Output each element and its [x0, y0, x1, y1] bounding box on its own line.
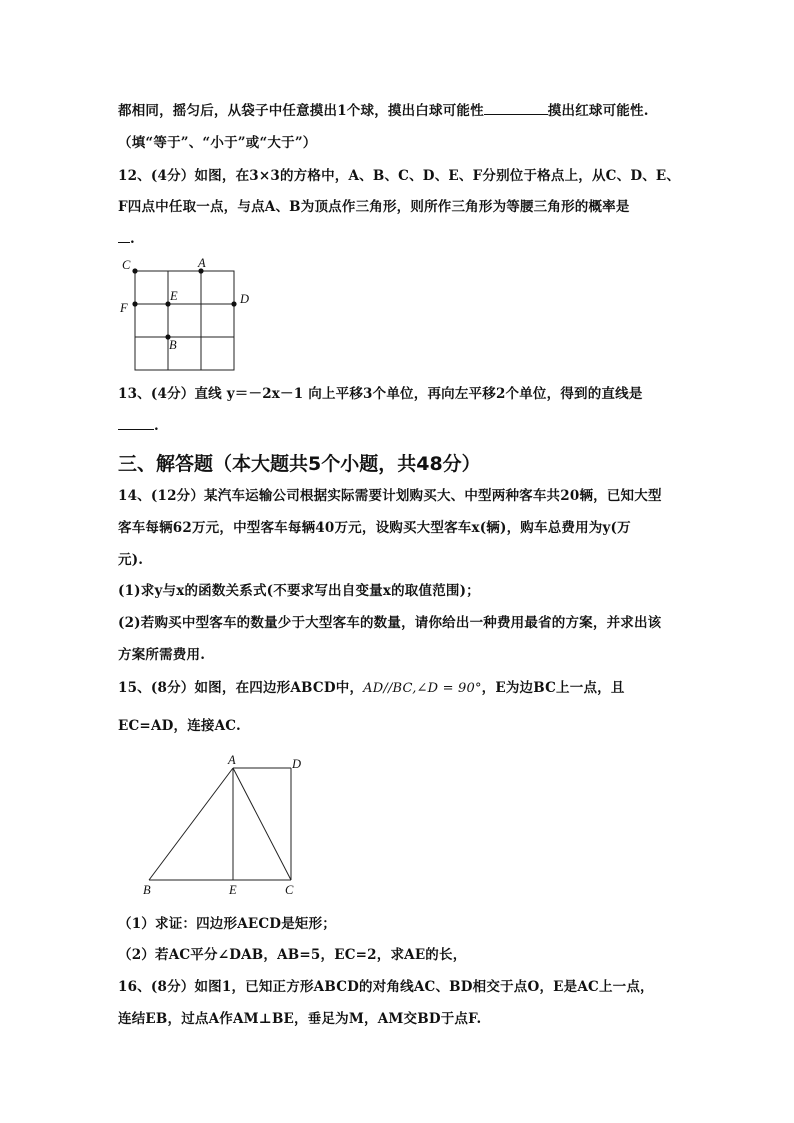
- q15-text-b: ，E为边BC上一点，且: [481, 680, 625, 696]
- label-f: F: [120, 301, 128, 315]
- label-a: A: [228, 753, 236, 767]
- q11-answer-blank: [484, 100, 548, 115]
- label-b: B: [169, 338, 177, 352]
- q12-line-1: 12、(4分）如图，在3×3的方格中，A、B、C、D、E、F分别位于格点上，从C、D、E、: [118, 168, 681, 184]
- point-d: [231, 301, 236, 306]
- label-c: C: [285, 883, 294, 897]
- label-e: E: [170, 289, 178, 303]
- point-f: [132, 301, 137, 306]
- q15-part-1: （1）求证：四边形AECD是矩形；: [118, 916, 337, 932]
- q14-part-2-a: (2)若购买中型客车的数量少于大型客车的数量，请你给出一种费用最省的方案，并求出该: [118, 615, 662, 631]
- q13-line-1: 13、(4分）直线 y＝－2x－1 向上平移3个单位，再向左平移2个单位，得到的直线是: [118, 386, 643, 402]
- quadrilateral-figure: [135, 752, 320, 902]
- label-d: D: [240, 292, 250, 306]
- q11-text-b: 摸出红球可能性.: [547, 103, 649, 119]
- label-e: E: [229, 883, 237, 897]
- grid-figure: [112, 255, 262, 380]
- q11-text-a: 都相同，摇匀后，从袋子中任意摸出1个球，摸出白球可能性: [118, 103, 484, 119]
- label-c: C: [122, 258, 131, 272]
- q12-period: .: [130, 231, 135, 247]
- q13-period: .: [154, 418, 159, 434]
- label-b: B: [143, 883, 151, 897]
- q11-line-1: [118, 100, 649, 121]
- q13-line-2: [118, 415, 159, 436]
- label-d: D: [292, 757, 302, 771]
- point-c: [132, 268, 137, 273]
- q15-math: AD//BC,∠D = 90°: [363, 681, 482, 696]
- q15-part-2: （2）若AC平分∠DAB，AB=5，EC=2，求AE的长，: [118, 947, 467, 963]
- q14-line-1: 14、(12分）某汽车运输公司根据实际需要计划购买大、中型两种客车共20辆，已知大型: [118, 488, 662, 504]
- q15-line-1: [118, 678, 625, 699]
- q16-line-1: 16、(8分）如图1，已知正方形ABCD的对角线AC、BD相交于点O，E是AC上一点，: [118, 979, 654, 995]
- q15-line-2: EC=AD，连接AC.: [118, 718, 241, 734]
- q13-answer-blank: [118, 415, 154, 430]
- label-a: A: [198, 256, 206, 270]
- q14-line-2: 客车每辆62万元，中型客车每辆40万元，设购买大型客车x(辆)，购车总费用为y(万: [118, 520, 631, 536]
- q12-answer-blank: [118, 228, 130, 243]
- q15-text-a: 15、(8分）如图，在四边形ABCD中，: [118, 680, 364, 696]
- q12-line-3: [118, 228, 135, 249]
- q14-part-2-b: 方案所需费用.: [118, 647, 206, 663]
- q16-line-2: 连结EB，过点A作AM⊥BE，垂足为M，AM交BD于点F.: [118, 1011, 482, 1027]
- q14-line-3: 元).: [118, 552, 144, 568]
- q11-line-2: （填“等于”、“小于”或“大于”）: [118, 135, 317, 151]
- q12-line-2: F四点中任取一点，与点A、B为顶点作三角形，则所作三角形为等腰三角形的概率是: [118, 199, 630, 215]
- q14-part-1: (1)求y与x的函数关系式(不要求写出自变量x的取值范围)；: [118, 583, 480, 599]
- section-3-title: 三、解答题（本大题共5个小题，共48分）: [118, 453, 481, 475]
